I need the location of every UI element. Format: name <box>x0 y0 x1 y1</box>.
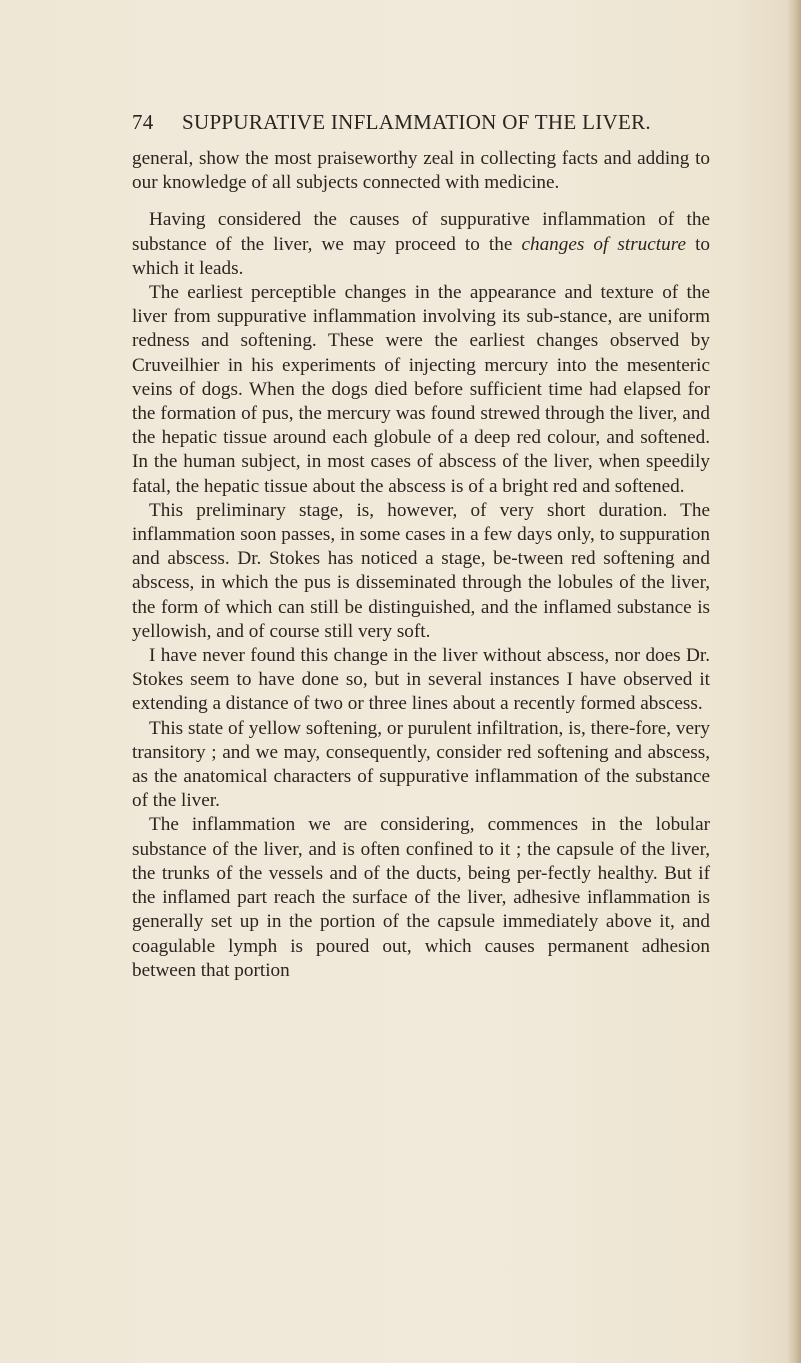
paragraph-intro <box>132 208 710 281</box>
paragraph-intro-before: Having considered the causes of suppurative inflammation of the substance of the liver, we may proceed to the <box>132 209 710 255</box>
page-number: 74 <box>132 110 154 134</box>
paragraph-earliest-changes: The earliest perceptible changes in the appearance and texture of the liver from suppurative inflammation involving its sub-stance, are uniform redness and softening. These were the earliest changes observed by Cruveilhier in his experiments of injecting mercury into the mesenteric veins of dogs. When the dogs died before sufficient time had elapsed for the formation of pus, the mercury was found strewed through the liver, and the hepatic tissue around each globule of a deep red colour, and softened. In the human subject, in most cases of abscess of the liver, when speedily fatal, the hepatic tissue about the abscess is of a bright red and softened. <box>132 282 710 497</box>
running-title: SUPPURATIVE INFLAMMATION OF THE LIVER. <box>182 110 651 134</box>
emphasis-changes-of-structure: changes of structure <box>521 233 686 255</box>
page-edge-shadow <box>787 0 801 1363</box>
paragraph-yellow-softening: This state of yellow softening, or purulent infiltration, is, there-fore, very transitory ; and we may, consequently, consider red softening and abscess, as the anatomical characters of suppurative inflammation of the substance of the liver. <box>132 717 710 812</box>
paragraph-never-found: I have never found this change in the liver without abscess, nor does Dr. Stokes seem to have done so, but in several instances I have observed it extending a distance of two or three lines about a recently formed abscess. <box>132 645 710 715</box>
paragraph-lobular-substance: The inflammation we are considering, commences in the lobular substance of the liver, and is often confined to it ; the capsule of the liver, the trunks of the vessels and of the ducts, being per-fectly healthy. But if the inflamed part reach the surface of the liver, adhesive inflammation is generally set up in the portion of the capsule immediately above it, and coagulable lymph is poured out, which causes permanent adhesion between that portion <box>132 814 710 981</box>
paragraph-continuation: general, show the most praiseworthy zeal in collecting facts and adding to our knowledge of all subjects connected with medicine. <box>132 148 710 194</box>
paragraph-preliminary-stage: This preliminary stage, is, however, of very short duration. The inflammation soon passes, in some cases in a few days only, to suppuration and abscess. Dr. Stokes has noticed a stage, be-tween red softening and abscess, in which the pus is disseminated through the lobules of the liver, the form of which can still be distinguished, and the inflamed substance is yellowish, and of course still very soft. <box>132 499 710 642</box>
body-text <box>132 147 710 983</box>
paragraph-intro-after: to which it leads. <box>132 233 711 279</box>
page-header <box>132 110 710 140</box>
